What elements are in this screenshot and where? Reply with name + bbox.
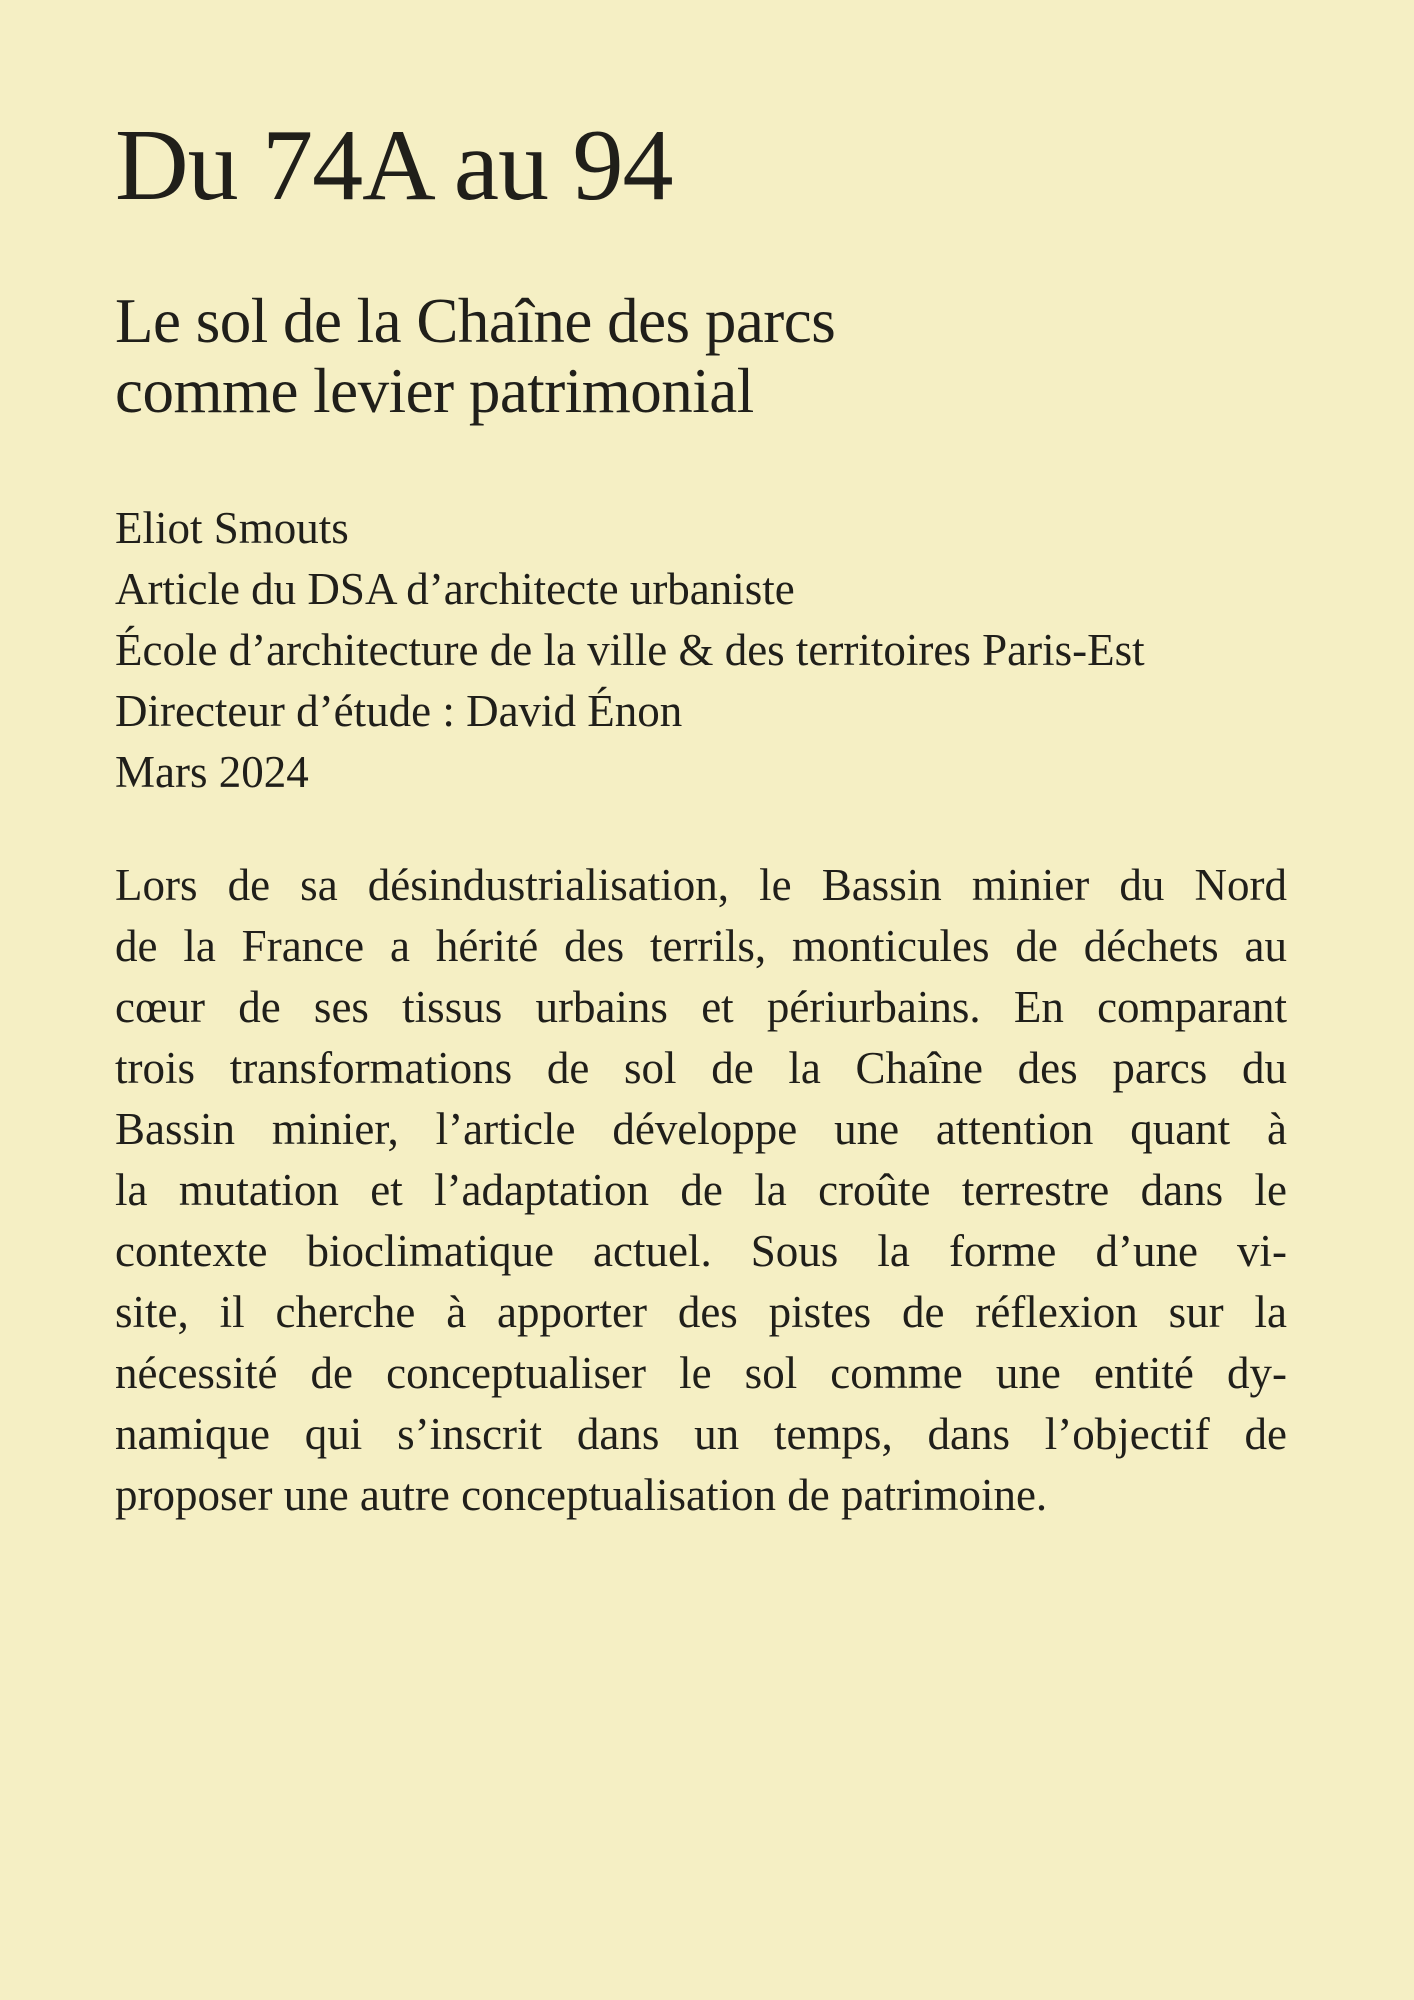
school-name: École d’architecture de la ville & des territoires Paris-Est: [115, 625, 1145, 675]
author-name: Eliot Smouts: [115, 503, 349, 553]
article-title: Du 74A au 94: [115, 109, 673, 222]
article-subtitle: [115, 286, 1287, 426]
abstract-line-last: proposer une autre conceptualisation de patrimoine.: [115, 1470, 1048, 1520]
abstract-line: namique qui s’inscrit dans un temps, dans l’objectif de: [115, 1409, 1287, 1459]
abstract-line: Lors de sa désindustrialisation, le Bassin minier du Nord: [115, 860, 1287, 910]
subtitle-line-1: Le sol de la Chaîne des parcs: [115, 286, 836, 356]
article-type: Article du DSA d’architecte urbaniste: [115, 564, 795, 614]
abstract-line: Bassin minier, l’article développe une attention quant à: [115, 1104, 1287, 1154]
abstract-line: trois transformations de sol de la Chaîne des parcs du: [115, 1043, 1287, 1093]
byline-block: [115, 498, 1287, 803]
abstract-line: contexte bioclimatique actuel. Sous la forme d’une vi-: [115, 1226, 1287, 1276]
publication-date: Mars 2024: [115, 747, 309, 797]
abstract-line: de la France a hérité des terrils, monticules de déchets au: [115, 921, 1287, 971]
abstract-line: site, il cherche à apporter des pistes de réflexion sur la: [115, 1287, 1287, 1337]
abstract-line: la mutation et l’adaptation de la croûte terrestre dans le: [115, 1165, 1287, 1215]
subtitle-line-2: comme levier patrimonial: [115, 356, 754, 426]
abstract-line: cœur de ses tissus urbains et périurbains. En comparant: [115, 982, 1287, 1032]
abstract-line: nécessité de conceptualiser le sol comme une entité dy-: [115, 1348, 1287, 1398]
abstract-paragraph: [115, 855, 1287, 1526]
study-director: Directeur d’étude : David Énon: [115, 686, 683, 736]
